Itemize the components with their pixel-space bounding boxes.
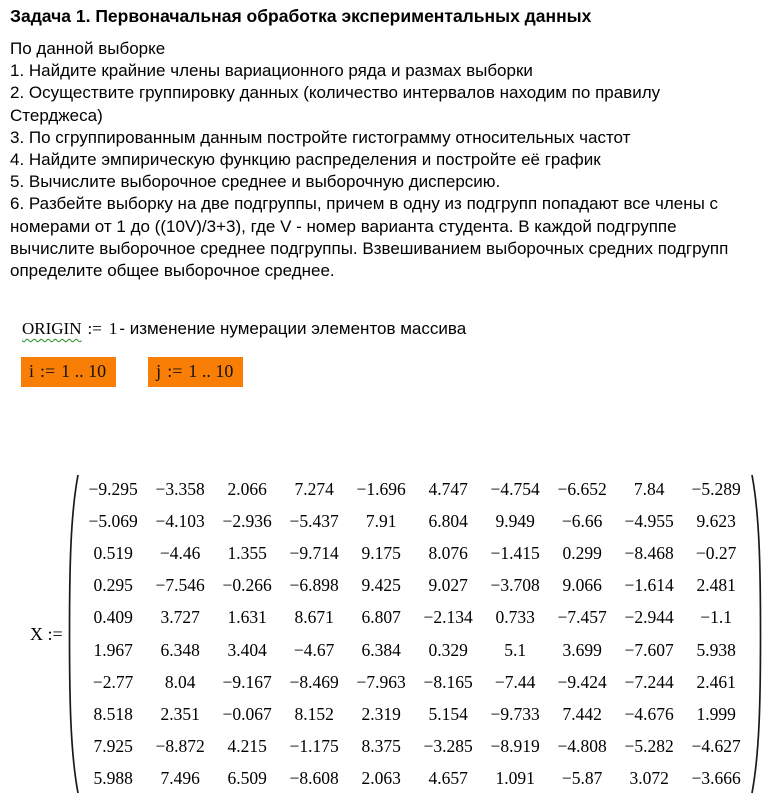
matrix-cell: 2.481: [696, 575, 736, 596]
matrix-cell: 5.1: [504, 639, 527, 660]
matrix-cell: −8.468: [624, 542, 674, 563]
matrix-cell: −7.607: [624, 639, 674, 660]
matrix-cell: 7.274: [294, 478, 334, 499]
origin-value[interactable]: 1: [108, 319, 118, 338]
matrix-cell: 6.348: [160, 639, 200, 660]
range-var: i: [29, 361, 35, 381]
matrix-cell: −9.295: [88, 478, 138, 499]
matrix-cell: 0.733: [495, 607, 535, 628]
matrix-cell: −3.666: [691, 768, 741, 789]
matrix-cell: 7.84: [633, 478, 665, 499]
matrix-cell: 1.999: [696, 703, 736, 724]
matrix-cell: −2.936: [222, 510, 272, 531]
matrix-cell: 6.384: [361, 639, 401, 660]
matrix-cell: 7.442: [562, 703, 602, 724]
matrix-cell: −0.067: [222, 703, 272, 724]
matrix-cell: −4.955: [624, 510, 674, 531]
matrix-cell: −8.608: [289, 768, 339, 789]
page-title: Задача 1. Первоначальная обработка экспериментальных данных: [10, 6, 592, 26]
instructions-text: [10, 38, 728, 282]
matrix-cell: −7.244: [624, 671, 674, 692]
matrix-cell: −5.87: [561, 768, 603, 789]
matrix-cell: 4.215: [227, 736, 267, 757]
matrix-cell: 3.404: [227, 639, 267, 660]
matrix-cell: 8.375: [361, 736, 401, 757]
matrix-variable-label: [30, 624, 63, 645]
matrix-cell: −7.457: [557, 607, 607, 628]
matrix-cell: 5.154: [428, 703, 468, 724]
matrix-cell: 8.076: [428, 542, 468, 563]
matrix-cell: 4.747: [428, 478, 468, 499]
instruction-line: 3. По сгруппированным данным постройте гистограмму относительных частот: [10, 127, 631, 147]
matrix-cell: 9.425: [361, 575, 401, 596]
origin-comment: - изменение нумерации элементов массива: [119, 319, 467, 338]
matrix-cell: −8.872: [155, 736, 205, 757]
matrix-cell: 1.091: [495, 768, 535, 789]
matrix-cell: −1.614: [624, 575, 674, 596]
matrix-cell: −7.546: [155, 575, 205, 596]
matrix-cell: 8.04: [164, 671, 196, 692]
matrix-cell: 8.518: [93, 703, 133, 724]
origin-definition[interactable]: [22, 319, 466, 339]
matrix-cell: 1.355: [227, 542, 267, 563]
matrix-cell: −2.134: [423, 607, 473, 628]
matrix-cell: 9.949: [495, 510, 535, 531]
matrix-cell: 2.066: [227, 478, 267, 499]
matrix-cell: −6.652: [557, 478, 607, 499]
matrix-cell: −1.696: [356, 478, 406, 499]
matrix-cell: −9.733: [490, 703, 540, 724]
matrix-cell: −9.167: [222, 671, 272, 692]
matrix-cell: −5.289: [691, 478, 741, 499]
instruction-line: 5. Вычислите выборочное среднее и выборочную дисперсию.: [10, 172, 501, 192]
matrix-cell: 5.988: [93, 768, 133, 789]
matrix-cell: 3.072: [629, 768, 669, 789]
matrix-cell: 8.152: [294, 703, 334, 724]
instruction-line: вычислите выборочное среднее подгруппы. Взвешиванием выборочных средних подгрупп: [10, 238, 729, 258]
instruction-line: номерами от 1 до ((10V)/3+3), где V - номер варианта студента. В каждой подгруппе: [10, 216, 677, 236]
matrix-cell: −7.963: [356, 671, 406, 692]
instruction-line: определите общее выборочное среднее.: [10, 261, 335, 281]
matrix-cell: 9.175: [361, 542, 401, 563]
matrix-cell: 1.967: [93, 639, 133, 660]
matrix-cell: −4.808: [557, 736, 607, 757]
matrix-cell: −1.175: [289, 736, 339, 757]
matrix-cell: −4.676: [624, 703, 674, 724]
matrix-definition[interactable]: [30, 473, 764, 795]
matrix-cell: −8.469: [289, 671, 339, 692]
instruction-line: По данной выборке: [10, 39, 166, 58]
matrix-cell: −4.627: [691, 736, 741, 757]
range-value: 1 .. 10: [188, 361, 234, 381]
matrix-cell: 6.509: [227, 768, 267, 789]
matrix-cell: −6.898: [289, 575, 339, 596]
matrix-cell: −8.919: [490, 736, 540, 757]
matrix-right-paren: [750, 473, 764, 795]
matrix-cell: 4.657: [428, 768, 468, 789]
matrix-cell: 2.063: [361, 768, 401, 789]
instruction-line: 2. Осуществите группировку данных (количество интервалов находим по правилу: [10, 83, 661, 103]
matrix-cell: −5.282: [624, 736, 674, 757]
matrix-cell: −0.266: [222, 575, 272, 596]
matrix-cell: 2.461: [696, 671, 736, 692]
matrix-cell: −0.27: [695, 542, 737, 563]
range-definition-j[interactable]: [148, 357, 243, 387]
matrix-cell: 8.671: [294, 607, 334, 628]
matrix-cell: 9.623: [696, 510, 736, 531]
range-var: j: [156, 361, 162, 381]
matrix-cell: 5.938: [696, 639, 736, 660]
matrix-cell: −2.944: [624, 607, 674, 628]
matrix-cell: −7.44: [494, 671, 536, 692]
matrix-cell: −6.66: [561, 510, 603, 531]
matrix-cell: 0.409: [93, 607, 133, 628]
matrix-cell: 2.351: [160, 703, 200, 724]
matrix-cell: 0.299: [562, 542, 602, 563]
matrix-cell: −5.437: [289, 510, 339, 531]
matrix-cell: −9.424: [557, 671, 607, 692]
assign-operator: :=: [40, 361, 56, 381]
matrix-cell: 6.807: [361, 607, 401, 628]
matrix-cell: 2.319: [361, 703, 401, 724]
matrix-cell: −5.069: [88, 510, 138, 531]
matrix-cell: 7.91: [365, 510, 397, 531]
matrix-cell: −8.165: [423, 671, 473, 692]
matrix-cell: −3.708: [490, 575, 540, 596]
matrix-cell: 9.066: [562, 575, 602, 596]
instruction-line: 1. Найдите крайние члены вариационного ряда и размах выборки: [10, 61, 533, 81]
matrix-cell: −4.46: [159, 542, 201, 563]
matrix-cell: 0.295: [93, 575, 133, 596]
instruction-line: 4. Найдите эмпирическую функцию распределения и постройте её график: [10, 150, 601, 170]
matrix-cell: −2.77: [92, 671, 134, 692]
matrix-cell: 9.027: [428, 575, 468, 596]
matrix-cell: 6.804: [428, 510, 468, 531]
matrix-cell: 7.496: [160, 768, 200, 789]
matrix-cell: 3.699: [562, 639, 602, 660]
matrix-cell: −1.1: [700, 607, 733, 628]
matrix-cell: −4.103: [155, 510, 205, 531]
origin-keyword[interactable]: ORIGIN: [22, 319, 82, 338]
matrix-cell: 1.631: [227, 607, 267, 628]
range-value: 1 .. 10: [61, 361, 107, 381]
range-definitions: [21, 357, 243, 387]
matrix-cell: 7.925: [93, 736, 133, 757]
instruction-line: 6. Разбейте выборку на две подгруппы, причем в одну из подгрупп попадают все члены с: [10, 194, 719, 214]
matrix-cell: −1.415: [490, 542, 540, 563]
matrix-cell: −4.67: [293, 639, 335, 660]
assign-operator: :=: [167, 361, 183, 381]
range-definition-i[interactable]: [21, 357, 116, 387]
matrix-values: [80, 473, 750, 795]
matrix-left-paren: [66, 473, 80, 795]
matrix-cell: 0.329: [428, 639, 468, 660]
assign-operator: :=: [47, 623, 63, 644]
matrix-cell: −3.358: [155, 478, 205, 499]
matrix-cell: 3.727: [160, 607, 200, 628]
assign-operator: :=: [87, 319, 102, 338]
matrix-cell: −9.714: [289, 542, 339, 563]
instruction-line: Стерджеса): [10, 105, 103, 125]
matrix-cell: −3.285: [423, 736, 473, 757]
matrix-var: X: [30, 623, 43, 644]
matrix-cell: −4.754: [490, 478, 540, 499]
matrix-cell: 0.519: [93, 542, 133, 563]
